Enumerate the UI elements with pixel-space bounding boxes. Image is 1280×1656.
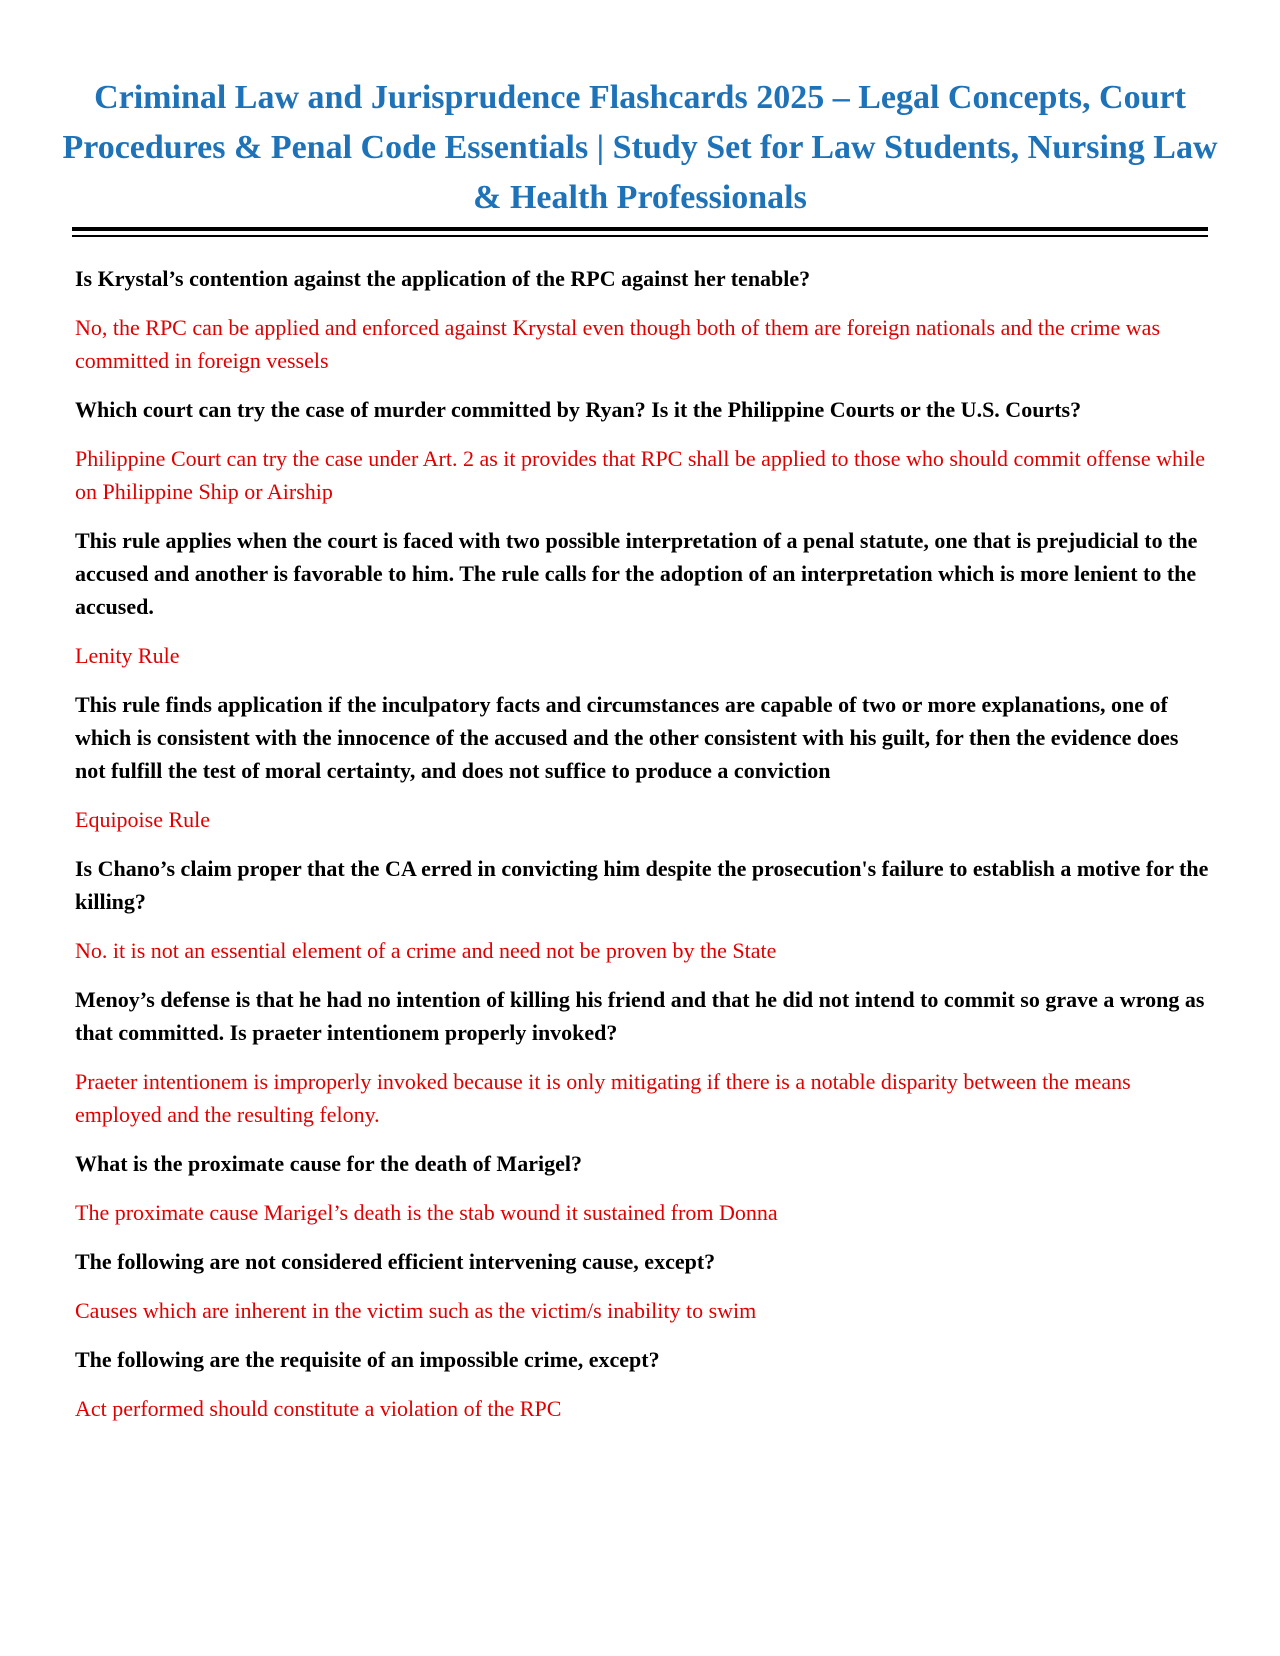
flashcard-answer: No. it is not an essential element of a crime and need not be proven by the State [75,938,777,963]
flashcard [75,1343,1210,1425]
flashcard-question: The following are the requisite of an impossible crime, except? [75,1347,660,1372]
flashcard [75,393,1210,508]
flashcard-answer: Act performed should constitute a violation of the RPC [75,1396,562,1421]
flashcard-answer: Lenity Rule [75,643,180,668]
flashcard-answer: Equipoise Rule [75,807,211,832]
flashcard [75,524,1210,672]
flashcard [75,1245,1210,1327]
flashcard-answer: No, the RPC can be applied and enforced against Krystal even though both of them are foreign nationals and the crime was committed in foreign vessels [75,315,1161,373]
flashcard-question: Is Krystal’s contention against the application of the RPC against her tenable? [75,266,811,291]
flashcard [75,1147,1210,1229]
title-divider-thick [72,227,1208,231]
flashcard [75,852,1210,967]
document-title: Criminal Law and Jurisprudence Flashcards 2025 – Legal Concepts, Court Procedures & Penal Code Essentials | Study Set for Law Students, Nursing Law & Health Professionals [62,79,1218,216]
flashcard-list [75,262,1210,1441]
flashcard-question: Menoy’s defense is that he had no intention of killing his friend and that he did not intend to commit so grave a wrong as that committed. Is praeter intentionem properly invoked? [75,987,1205,1045]
flashcard-question: This rule finds application if the inculpatory facts and circumstances are capable of two or more explanations, one of which is consistent with the innocence of the accused and the other consistent with his guilt, for then the evidence does not fulfill the test of moral certainty, and does not suffice to produce a conviction [75,692,1179,783]
flashcard [75,262,1210,377]
flashcard [75,983,1210,1131]
flashcard-question: This rule applies when the court is faced with two possible interpretation of a penal statute, one that is prejudicial to the accused and another is favorable to him. The rule calls for the adoption of an interpretation which is more lenient to the accused. [75,528,1198,619]
flashcard-question: What is the proximate cause for the death of Marigel? [75,1151,582,1176]
flashcard-answer: Praeter intentionem is improperly invoked because it is only mitigating if there is a notable disparity between the means employed and the resulting felony. [75,1069,1131,1127]
flashcard-answer: The proximate cause Marigel’s death is the stab wound it sustained from Donna [75,1200,778,1225]
flashcard [75,688,1210,836]
flashcard-question: The following are not considered efficient intervening cause, except? [75,1249,716,1274]
flashcard-answer: Philippine Court can try the case under Art. 2 as it provides that RPC shall be applied to those who should commit offense while on Philippine Ship or Airship [75,446,1205,504]
flashcard-question: Is Chano’s claim proper that the CA erred in convicting him despite the prosecution's failure to establish a motive for the killing? [75,856,1209,914]
title-divider-thin [72,235,1208,237]
flashcard-answer: Causes which are inherent in the victim such as the victim/s inability to swim [75,1298,757,1323]
flashcard-question: Which court can try the case of murder committed by Ryan? Is it the Philippine Courts or the U.S. Courts? [75,397,1082,422]
